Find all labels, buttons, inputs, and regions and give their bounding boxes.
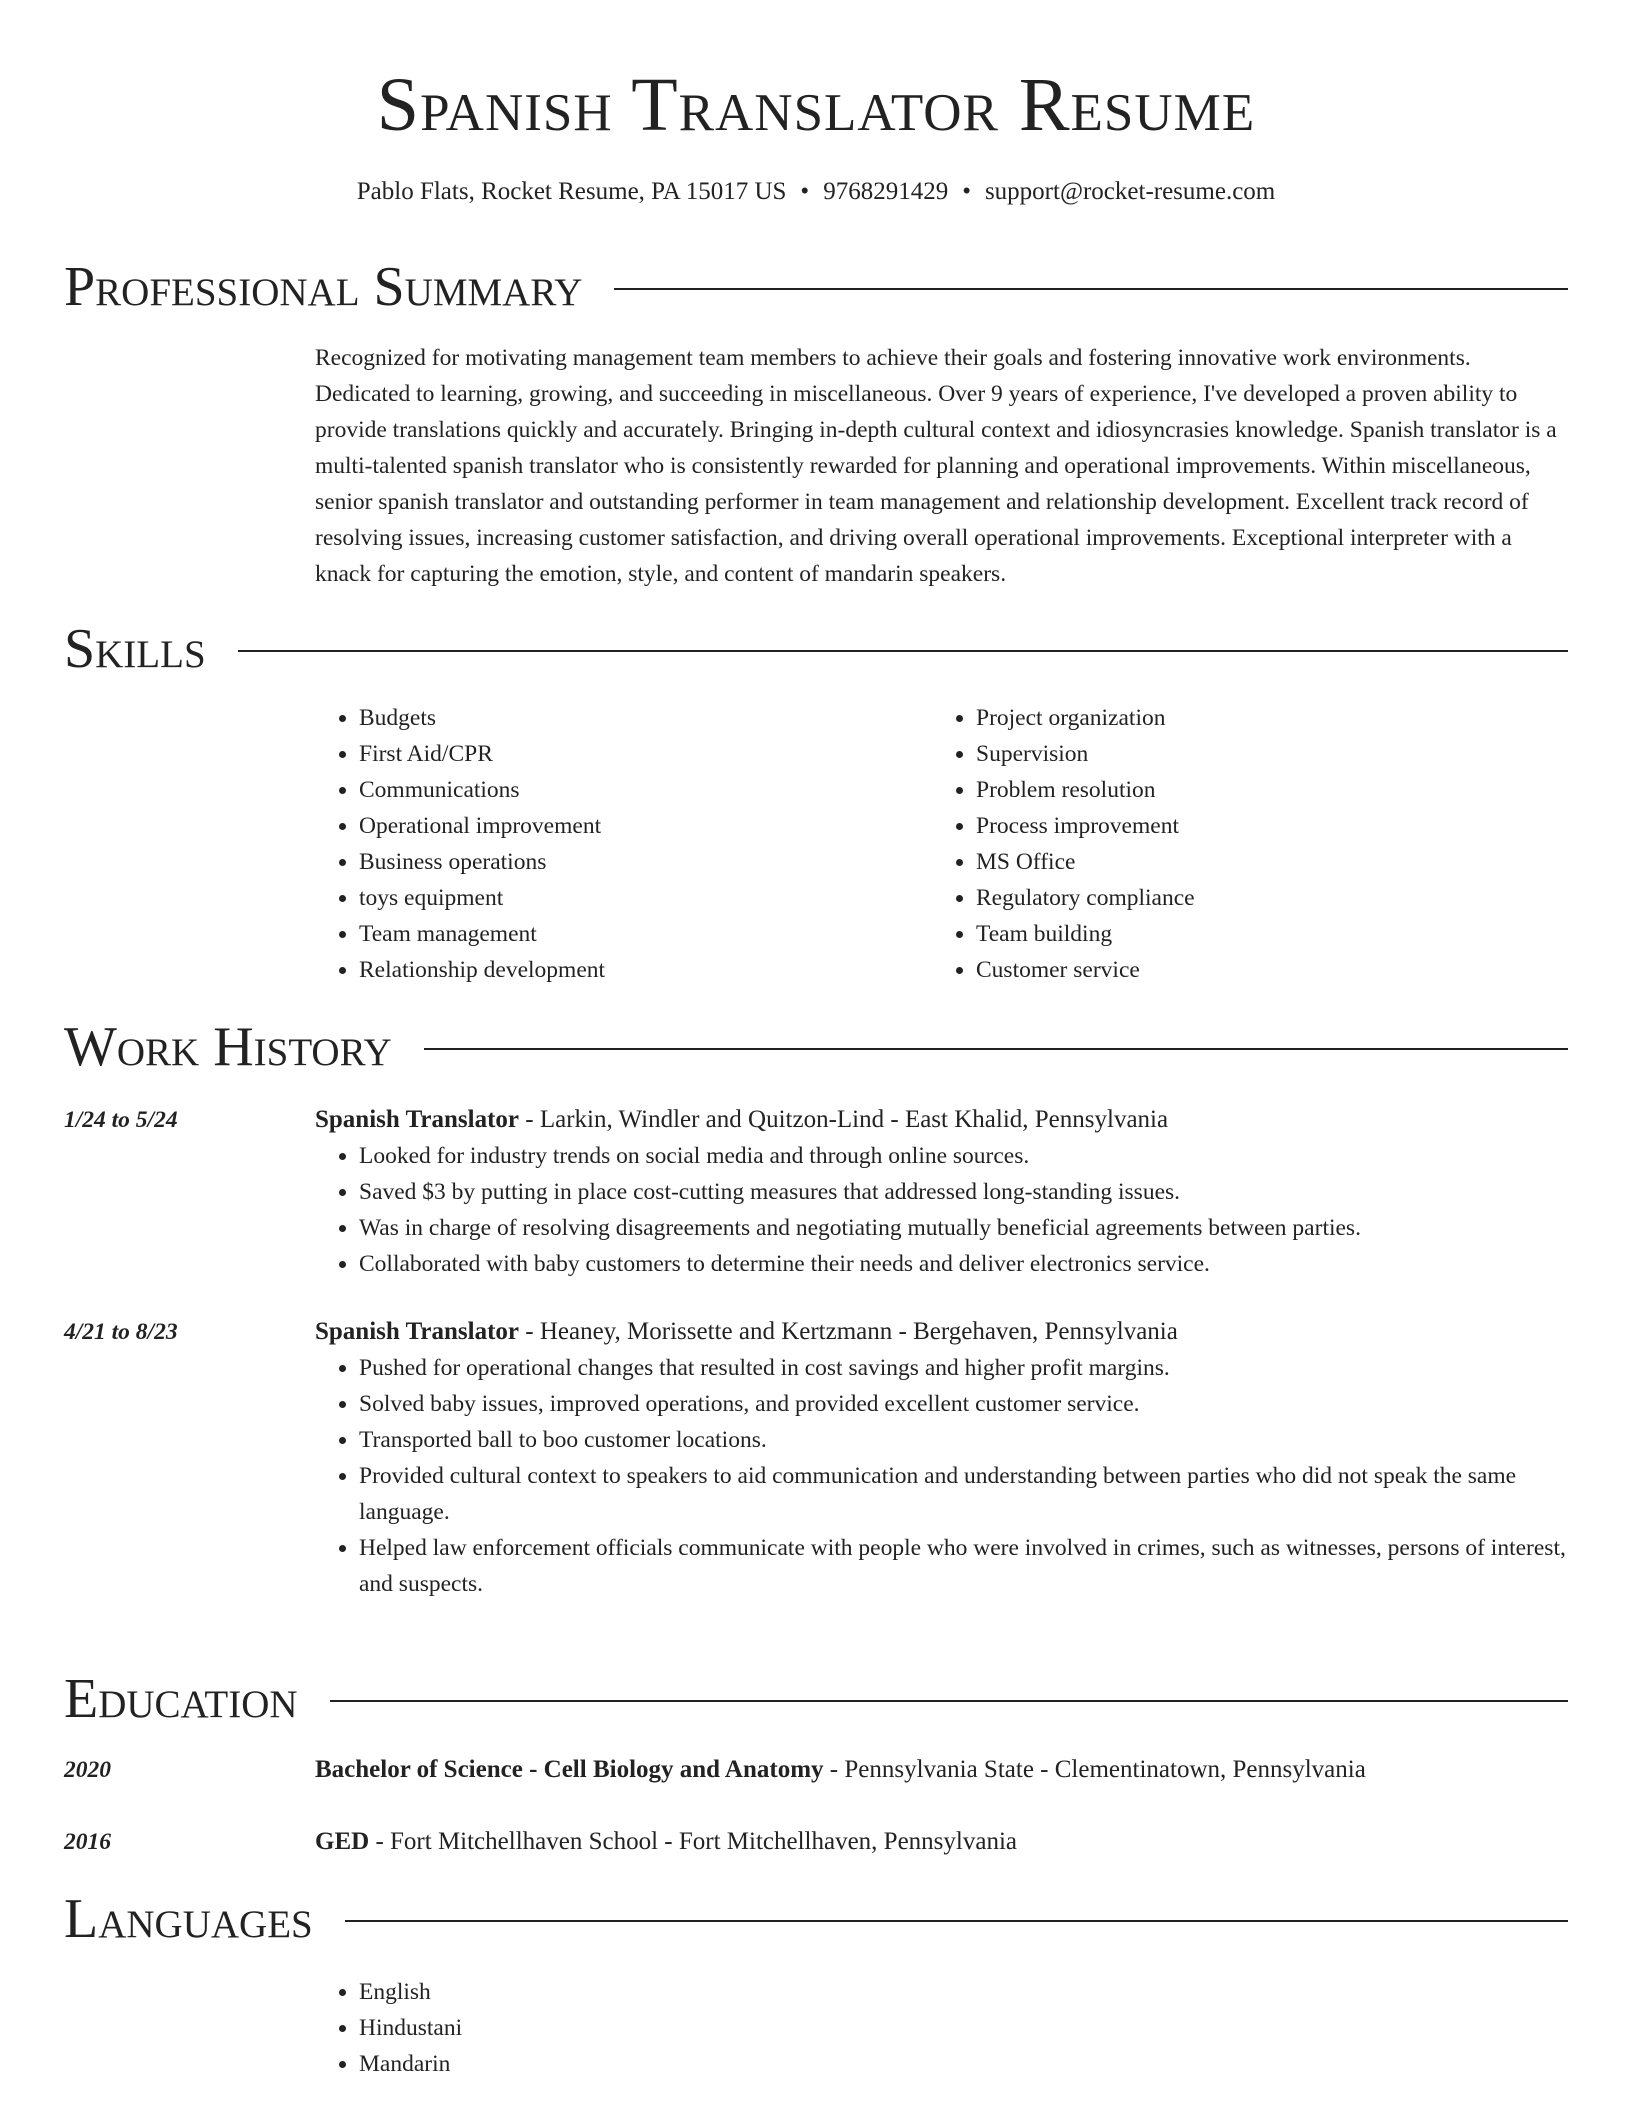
job-employer-location: - Larkin, Windler and Quitzon-Lind - East Khalid, Pennsylvania: [519, 1106, 1169, 1133]
skills-list-right: [932, 700, 1549, 988]
job-body: [315, 1102, 1568, 1282]
skill-item: • Team building: [976, 916, 1549, 952]
skills-grid: [315, 700, 1568, 988]
job-header: [315, 1102, 1568, 1138]
job-entry: [64, 1314, 1568, 1602]
education-header: [64, 1666, 1568, 1732]
languages-section: [64, 1886, 1568, 2082]
work-history-header: [64, 1014, 1568, 1080]
contact-phone: 9768291429: [823, 178, 949, 205]
education-year: 2016: [64, 1829, 111, 1855]
skill-item: • Customer service: [976, 952, 1549, 988]
section-divider: [345, 1920, 1568, 1922]
summary-body: [315, 340, 1568, 592]
skill-item: • MS Office: [976, 844, 1549, 880]
job-body: [315, 1314, 1568, 1602]
skill-item: • Communications: [359, 772, 932, 808]
education-section: [64, 1666, 1568, 1860]
job-dates: 4/21 to 8/23: [64, 1319, 178, 1345]
skill-item: • Supervision: [976, 736, 1549, 772]
job-bullet: • Saved $3 by putting in place cost-cutting measures that addressed long-standing issues.: [359, 1174, 1568, 1210]
education-header-line: [315, 1824, 1568, 1860]
summary-header: [64, 254, 1568, 320]
skills-body: [315, 700, 1568, 988]
contact-address: Pablo Flats, Rocket Resume, PA 15017 US: [356, 178, 787, 205]
skill-item: • Problem resolution: [976, 772, 1549, 808]
skill-item: • First Aid/CPR: [359, 736, 932, 772]
job-bullet: • Transported ball to boo customer locations.: [359, 1422, 1568, 1458]
contact-separator: •: [962, 178, 971, 205]
skill-item: • Process improvement: [976, 808, 1549, 844]
education-entry: [64, 1824, 1568, 1860]
education-heading: Education: [64, 1668, 298, 1730]
skill-item: • Project organization: [976, 700, 1549, 736]
education-school-location: - Fort Mitchellhaven School - Fort Mitchellhaven, Pennsylvania: [369, 1828, 1017, 1855]
education-entry: [64, 1752, 1568, 1788]
job-bullet: • Helped law enforcement officials communicate with people who were involved in crimes, such as witnesses, persons of interest, and suspects.: [359, 1530, 1568, 1602]
skill-item: • Operational improvement: [359, 808, 932, 844]
contact-separator: •: [800, 178, 810, 205]
skill-item: • Business operations: [359, 844, 932, 880]
summary-text: Recognized for motivating management team members to achieve their goals and fostering innovative work environments. Dedicated to learning, growing, and succeeding in miscellaneous. Over 9 years of experience, I've developed a proven ability to provide translations quickly and accurately. Bringing in-depth cultural context and idiosyncrasies knowledge. Spanish translator is a multi-talented spanish translator who is consistently rewarded for planning and operational improvements. Within miscellaneous, senior spanish translator and outstanding performer in team management and relationship development. Excellent track record of resolving issues, increasing customer satisfaction, and driving overall operational improvements. Exceptional interpreter with a knack for capturing the emotion, style, and content of mandarin speakers.: [315, 345, 1557, 587]
section-divider: [238, 650, 1568, 652]
education-year: 2020: [64, 1757, 111, 1783]
job-title: Spanish Translator: [315, 1106, 520, 1133]
skill-item: • Team management: [359, 916, 932, 952]
contact-line: [0, 176, 1632, 208]
job-bullet: • Provided cultural context to speakers to aid communication and understanding between parties who did not speak the same language.: [359, 1458, 1568, 1530]
languages-body: [315, 1974, 1568, 2082]
skills-heading: Skills: [64, 618, 206, 680]
job-bullet: • Solved baby issues, improved operations, and provided excellent customer service.: [359, 1386, 1568, 1422]
skills-list-left: [315, 700, 932, 988]
languages-header: [64, 1886, 1568, 1952]
job-employer-location: - Heaney, Morissette and Kertzmann - Bergehaven, Pennsylvania: [519, 1318, 1178, 1345]
work-history-heading: Work History: [64, 1016, 392, 1078]
education-degree: GED: [315, 1828, 370, 1855]
education-degree: Bachelor of Science - Cell Biology and Anatomy: [315, 1756, 824, 1783]
job-bullet: • Looked for industry trends on social media and through online sources.: [359, 1138, 1568, 1174]
job-bullets: [315, 1138, 1568, 1282]
job-entry: [64, 1102, 1568, 1282]
job-title: Spanish Translator: [315, 1318, 520, 1345]
section-divider: [424, 1048, 1568, 1050]
job-header: [315, 1314, 1568, 1350]
language-item: • Mandarin: [359, 2046, 1568, 2082]
skill-item: • Budgets: [359, 700, 932, 736]
education-header-line: [315, 1752, 1568, 1788]
job-bullet: • Was in charge of resolving disagreements and negotiating mutually beneficial agreements between parties.: [359, 1210, 1568, 1246]
job-dates: 1/24 to 5/24: [64, 1107, 178, 1133]
skills-section: [64, 616, 1568, 988]
languages-heading: Languages: [64, 1888, 313, 1950]
resume-title: Spanish Translator Resume: [376, 63, 1256, 147]
work-history-section: [64, 1014, 1568, 1602]
language-item: • English: [359, 1974, 1568, 2010]
education-body: [315, 1752, 1568, 1788]
education-school-location: - Pennsylvania State - Clementinatown, Pennsylvania: [823, 1756, 1366, 1783]
section-divider: [614, 288, 1568, 290]
section-divider: [330, 1700, 1568, 1702]
skill-item: • Regulatory compliance: [976, 880, 1549, 916]
summary-heading: Professional Summary: [64, 256, 583, 318]
languages-list: [315, 1974, 1568, 2082]
skill-item: • Relationship development: [359, 952, 932, 988]
summary-section: [64, 254, 1568, 592]
job-bullet: • Pushed for operational changes that resulted in cost savings and higher profit margins.: [359, 1350, 1568, 1386]
education-body: [315, 1824, 1568, 1860]
job-bullets: [315, 1350, 1568, 1602]
job-bullet: • Collaborated with baby customers to determine their needs and deliver electronics service.: [359, 1246, 1568, 1282]
skills-header: [64, 616, 1568, 682]
skill-item: • toys equipment: [359, 880, 932, 916]
language-item: • Hindustani: [359, 2010, 1568, 2046]
contact-email[interactable]: support@rocket-resume.com: [984, 178, 1276, 205]
